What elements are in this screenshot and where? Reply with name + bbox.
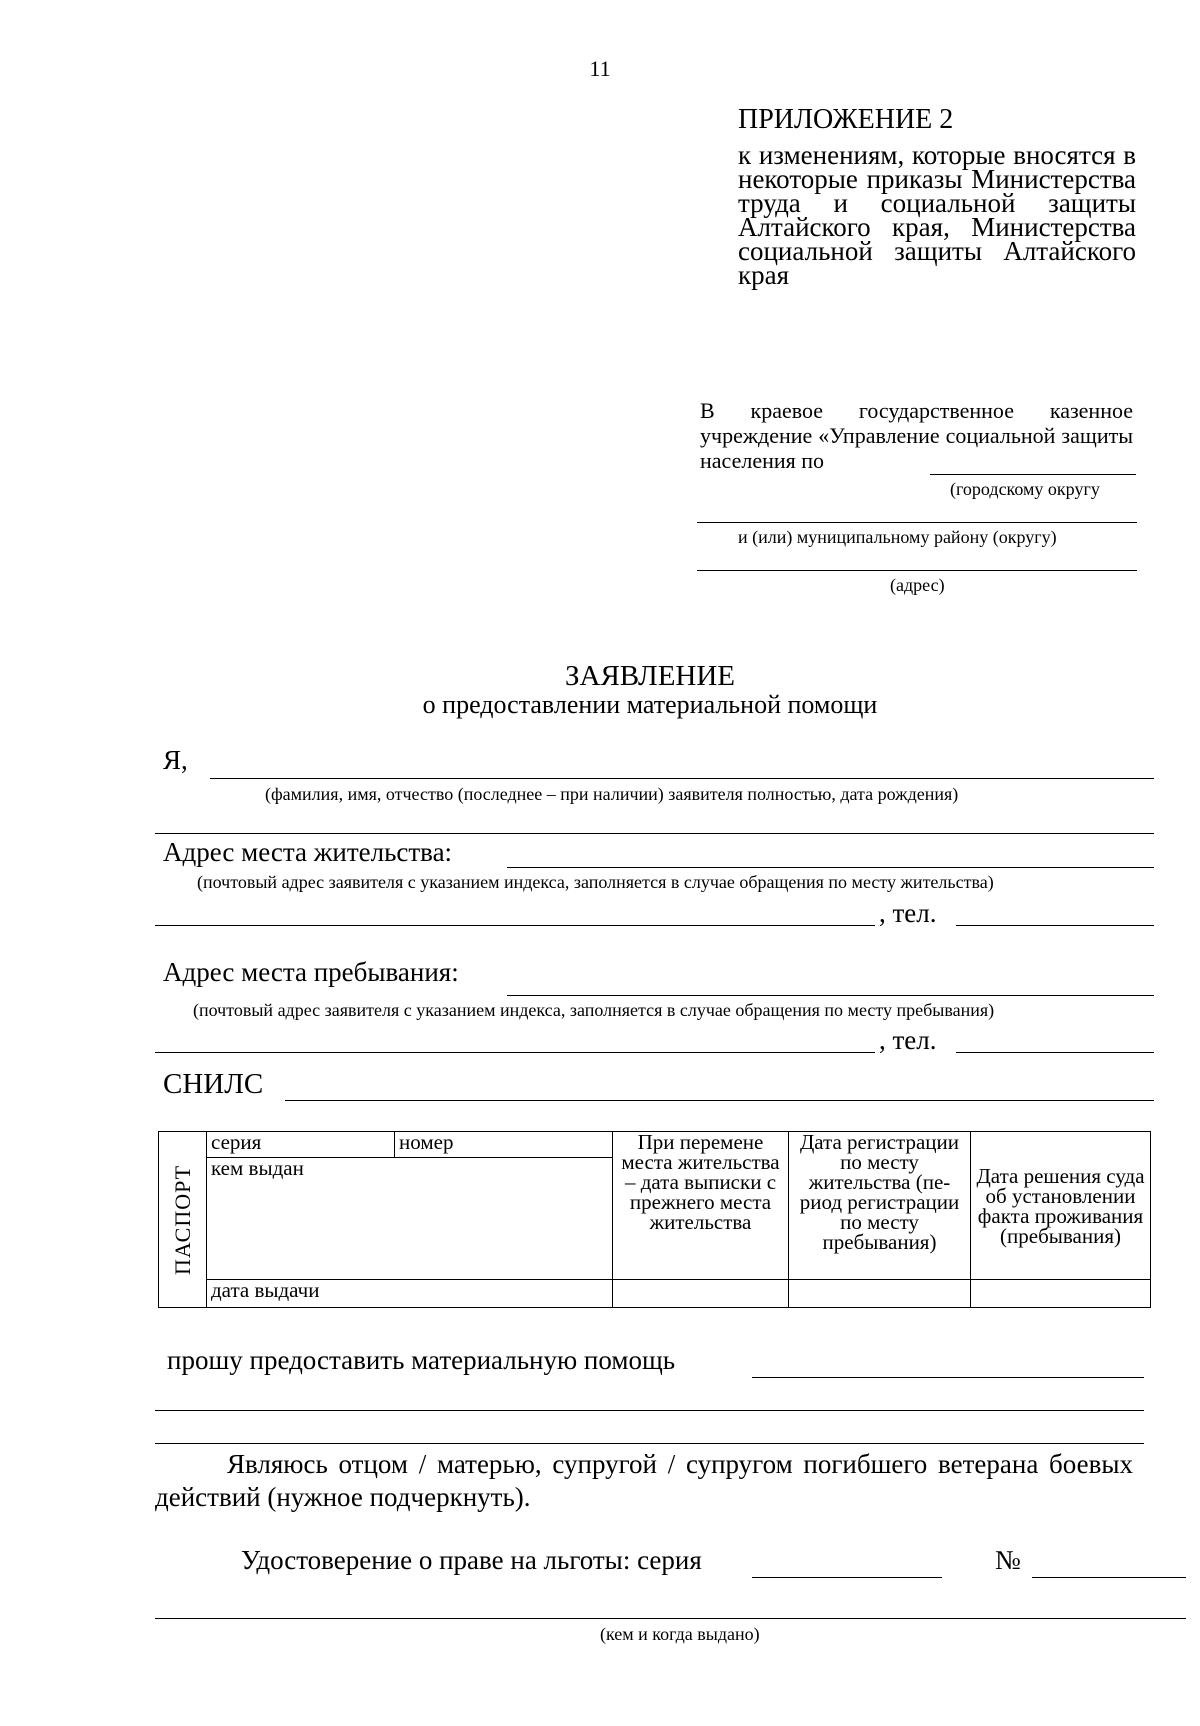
- request-field-3[interactable]: [155, 1443, 1144, 1444]
- passport-issued-by-label: кем выдан: [211, 1156, 304, 1180]
- applicant-name-field-2[interactable]: [155, 833, 1154, 834]
- appendix-title: ПРИЛОЖЕНИЕ 2: [738, 104, 954, 135]
- snils-field[interactable]: [285, 1100, 1154, 1101]
- stay-address-field[interactable]: [507, 995, 1154, 996]
- recipient-district-field[interactable]: [697, 522, 1137, 523]
- snils-label: СНИЛС: [163, 1068, 264, 1100]
- applicant-hint: (фамилия, имя, отчество (последнее – при наличии) заявителя полностью, дата рождения): [265, 784, 959, 804]
- recipient-address-hint: (адрес): [890, 575, 945, 595]
- request-label: прошу предоставить материальную помощь: [167, 1345, 676, 1375]
- document-title: ЗАЯВЛЕНИЕ: [564, 660, 736, 692]
- registration-date-input-cell[interactable]: [789, 1280, 971, 1308]
- move-date-input-cell[interactable]: [613, 1280, 789, 1308]
- column-header-move-date: При перемене места жительства – дата выписки с прежнего места жительства: [613, 1132, 789, 1280]
- residence-phone-field[interactable]: [956, 925, 1154, 926]
- passport-number-cell[interactable]: [395, 1132, 613, 1158]
- stay-address-field-2[interactable]: [155, 1052, 875, 1053]
- certificate-number-field[interactable]: [1032, 1577, 1186, 1578]
- recipient-district-hint: и (или) муниципальному району (округу): [738, 527, 1057, 547]
- stay-label: Адрес места пребывания:: [163, 957, 459, 987]
- residence-address-field-2[interactable]: [155, 925, 875, 926]
- passport-series-cell[interactable]: [207, 1132, 395, 1158]
- residence-hint: (почтовый адрес заявителя с указанием индекса, заполняется в случае обращения по месту жительства): [197, 872, 994, 892]
- residence-address-field[interactable]: [507, 867, 1154, 868]
- passport-issue-date-cell[interactable]: [207, 1280, 613, 1308]
- stay-hint: (почтовый адрес заявителя с указанием индекса, заполняется в случае обращения по месту пребывания): [193, 1000, 995, 1020]
- court-decision-date-input-cell[interactable]: [971, 1280, 1151, 1308]
- request-field-2[interactable]: [155, 1410, 1144, 1411]
- certificate-label: Удостоверение о праве на льготы: серия: [241, 1545, 702, 1575]
- recipient-text: В краевое государственное казенное учреждение «Управление социальной защиты населения по: [700, 398, 1133, 473]
- page-number: 11: [589, 56, 611, 81]
- certificate-number-sign: №: [995, 1545, 1021, 1575]
- column-header-registration-date: Дата регистрации по месту жительства (период регистрации по месту пребывания): [789, 1132, 971, 1280]
- passport-table: [158, 1131, 1151, 1308]
- stay-phone-label: , тел.: [879, 1025, 937, 1055]
- stay-phone-field[interactable]: [956, 1052, 1154, 1053]
- passport-number-label: номер: [399, 1130, 454, 1154]
- passport-issued-by-cell[interactable]: [207, 1158, 613, 1280]
- certificate-issuer-field[interactable]: [155, 1618, 1186, 1619]
- veteran-statement: Являюсь отцом / матерью, супругой / супругом погибшего ветерана боевых действий (нужное подчеркнуть).: [155, 1449, 1133, 1512]
- recipient-address-field[interactable]: [697, 570, 1137, 571]
- document-subtitle: о предоставлении материальной помощи: [422, 690, 878, 719]
- appendix-subtitle: к изменениям, которые вносятся в некоторые приказы Министерства труда и социальной защиты Алтайского края, Министерства социальной защиты Алтайского края: [738, 140, 1136, 290]
- certificate-series-field[interactable]: [752, 1577, 942, 1578]
- residence-phone-label: , тел.: [879, 898, 937, 928]
- passport-series-label: серия: [211, 1130, 262, 1154]
- recipient-city-field[interactable]: [930, 474, 1136, 475]
- recipient-city-hint: (городскому округу: [950, 479, 1100, 499]
- passport-section-label: ПАСПОРТ: [169, 1164, 195, 1275]
- certificate-hint: (кем и когда выдано): [600, 1624, 760, 1644]
- residence-label: Адрес места жительства:: [163, 837, 453, 867]
- applicant-prefix: Я,: [163, 745, 188, 775]
- applicant-name-field[interactable]: [210, 778, 1154, 779]
- passport-section: [159, 1132, 207, 1308]
- passport-issue-date-label: дата выдачи: [211, 1278, 320, 1302]
- request-field[interactable]: [752, 1377, 1144, 1378]
- column-header-court-decision-date: Дата решения суда об установлении факта проживания (пребывания): [971, 1132, 1151, 1280]
